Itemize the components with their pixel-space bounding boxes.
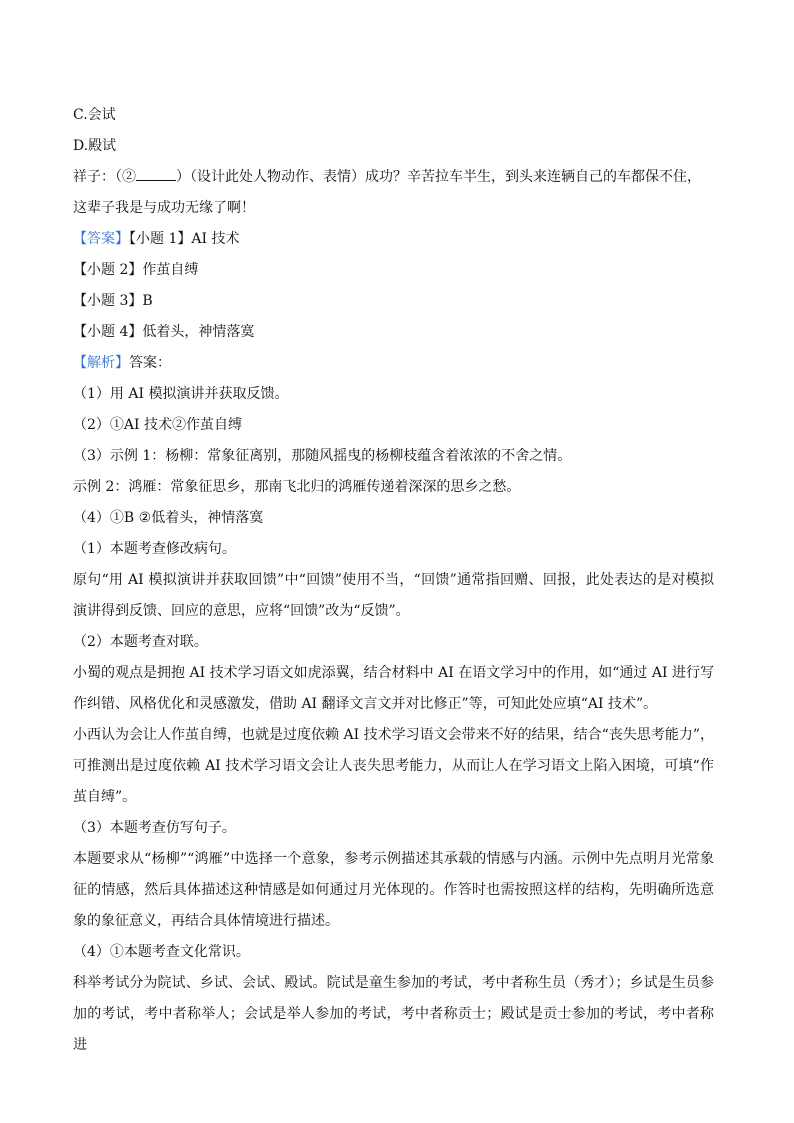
answer-q1-line — [73, 224, 714, 255]
analysis-heading: （2）本题考查对联。 — [73, 634, 208, 650]
analysis-paragraph: 本题要求从“杨柳”“鸿雁”中选择一个意象，参考示例描述其承载的情感与内涵。示例中先点明月光常象征的情感，然后具体描述这种情感是如何通过月光体现的。作答时也需按照这样的结构，先明确所选意象的象征意义，再结合具体情境进行描述。 — [73, 851, 714, 929]
analysis-line: （2）①AI 技术②作茧自缚 — [73, 417, 242, 433]
option-d: D.殿试 — [73, 138, 117, 154]
xiangzi-prefix: 祥子：（② — [73, 169, 136, 185]
analysis-intro-line — [73, 348, 714, 379]
analysis-tag: 【解析】 — [73, 355, 129, 371]
analysis-paragraph: 科举考试分为院试、乡试、会试、殿试。院试是童生参加的考试，考中者称生员（秀才）；乡试是生员参加的考试，考中者称举人；会试是举人参加的考试，考中者称贡士；殿试是贡士参加的考试，考中者称进 — [73, 975, 714, 1053]
analysis-line: （1）本题考查修改病句。 — [73, 541, 236, 557]
xiangzi-line-1 — [73, 162, 714, 193]
answer-q1: 【小题 1】AI 技术 — [129, 231, 240, 247]
analysis-line: 示例 2：鸿雁：常象征思乡，那南飞北归的鸿雁传递着深深的思乡之愁。 — [73, 479, 521, 495]
analysis-line: （4）①B ②低着头，神情落寞 — [73, 510, 264, 526]
analysis-heading: （3）本题考查仿写句子。 — [73, 820, 236, 836]
analysis-paragraph: 原句“用 AI 模拟演讲并获取回馈”中“回馈”使用不当，“回馈”通常指回赠、回报，此处表达的是对模拟演讲得到反馈、回应的意思，应将“回馈”改为“反馈”。 — [73, 572, 714, 619]
analysis-paragraph: 小蜀的观点是拥抱 AI 技术学习语文如虎添翼，结合材料中 AI 在语文学习中的作用，如“通过 AI 进行写作纠错、风格优化和灵感激发，借助 AI 翻译文言文并对比修正”等，可知此处应填“AI 技术”。 — [73, 665, 714, 712]
analysis-heading: （4）①本题考查文化常识。 — [73, 944, 250, 960]
analysis-intro: 答案： — [129, 355, 171, 371]
xiangzi-suffix: ）（设计此处人物动作、表情）成功？辛苦拉车半生，到头来连辆自己的车都保不住， — [176, 169, 701, 185]
answer-blank — [136, 168, 176, 181]
option-c: C.会试 — [73, 107, 116, 123]
answer-tag: 【答案】 — [73, 231, 129, 247]
analysis-line: （3）示例 1：杨柳：常象征离别，那随风摇曳的杨柳枝蕴含着浓浓的不舍之情。 — [73, 448, 572, 464]
answer-q3: 【小题 3】B — [73, 293, 153, 309]
answer-q4: 【小题 4】低着头，神情落寞 — [73, 324, 255, 340]
answer-q2: 【小题 2】作茧自缚 — [73, 262, 199, 278]
analysis-paragraph: 小西认为会让人作茧自缚，也就是过度依赖 AI 技术学习语文会带来不好的结果，结合“丧失思考能力”，可推测出是过度依赖 AI 技术学习语文会让人丧失思考能力，从而让人在学习语文上陷入困境，可填“作茧自缚”。 — [73, 727, 714, 805]
xiangzi-line-2: 这辈子我是与成功无缘了啊！ — [73, 200, 255, 216]
analysis-line: （1）用 AI 模拟演讲并获取反馈。 — [73, 386, 289, 402]
